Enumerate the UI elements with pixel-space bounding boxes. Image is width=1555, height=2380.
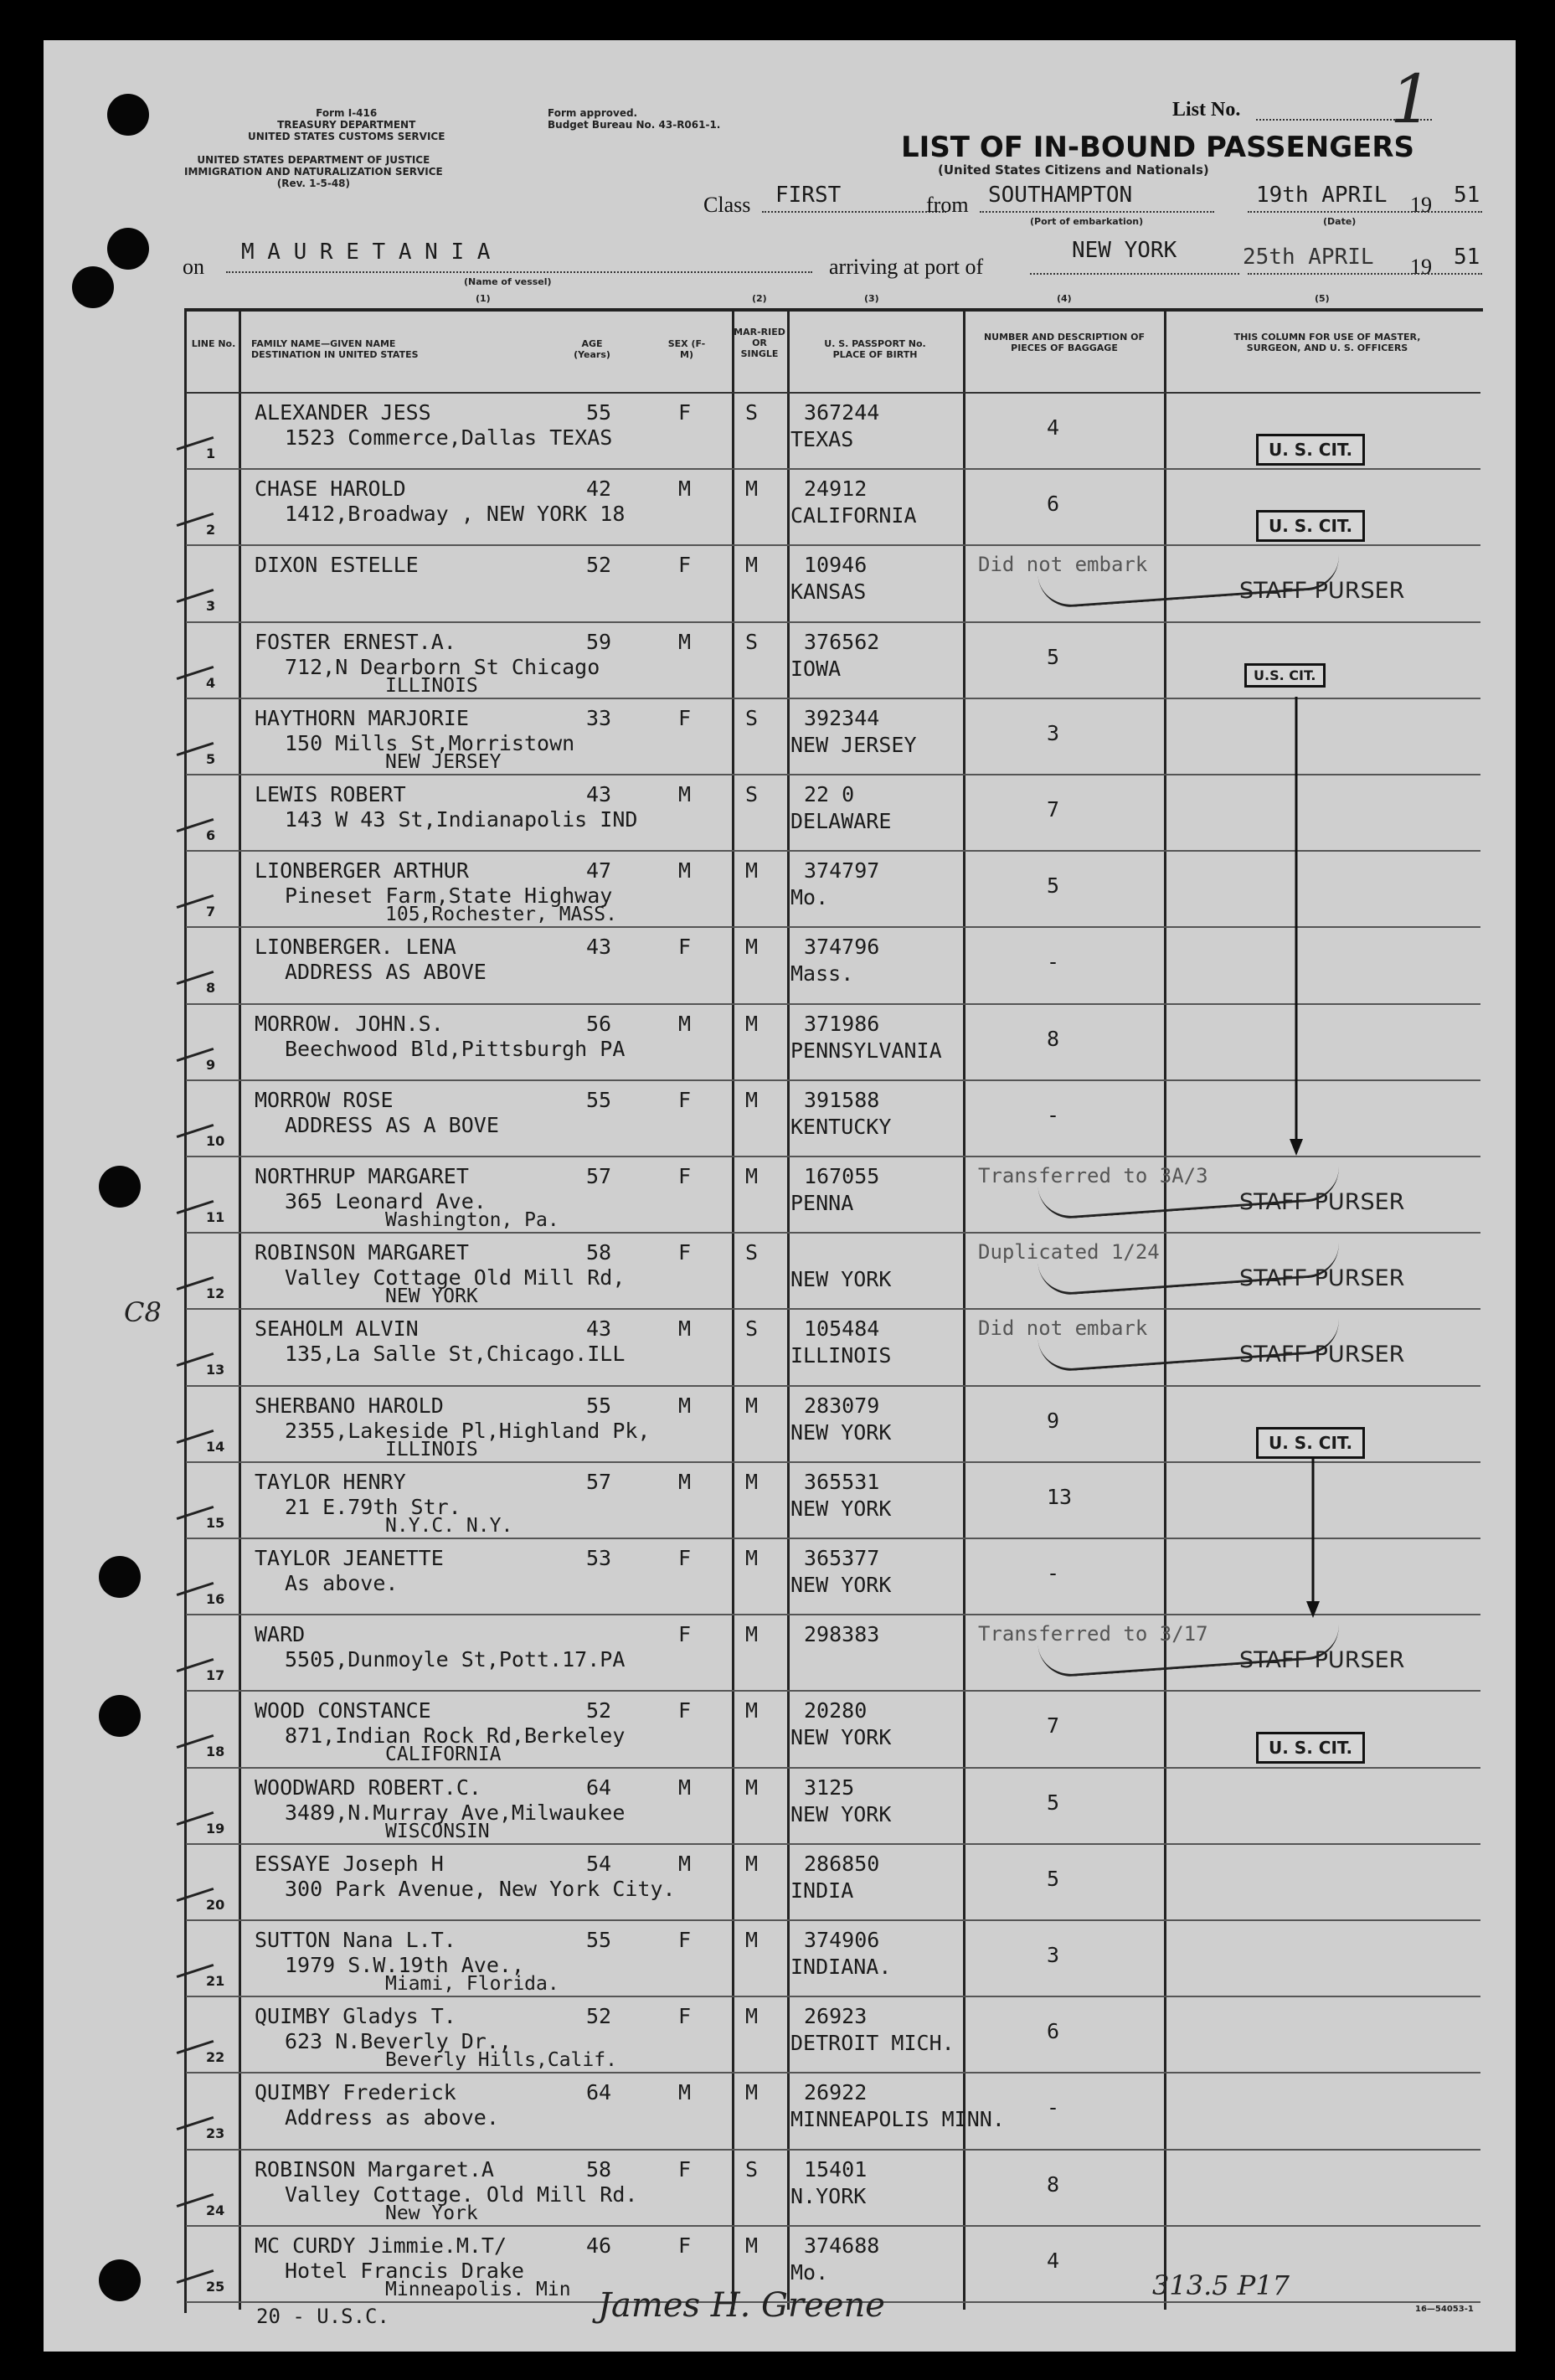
from-value: SOUTHAMPTON [988, 183, 1133, 208]
marital-status: M [745, 477, 759, 502]
baggage: Duplicated 1/24 [978, 1240, 1160, 1265]
place-of-birth: ILLINOIS [790, 1343, 892, 1368]
passport-number: 167055 [804, 1164, 880, 1188]
baggage: 6 [1047, 492, 1060, 517]
passport-number: 374688 [804, 2233, 880, 2258]
margin-note: C8 [124, 1296, 162, 1328]
baggage: Transferred to 3A/3 [978, 1164, 1208, 1187]
passenger-age: 56 [586, 1011, 612, 1036]
passenger-age: 64 [586, 1775, 612, 1800]
destination-address: Pineset Farm,State Highway [285, 883, 613, 909]
line-number: 11 [206, 1209, 225, 1225]
marital-status: M [745, 1622, 759, 1647]
passenger-sex: F [678, 2233, 692, 2258]
passenger-sex: M [678, 858, 692, 883]
passenger-age: 54 [586, 1851, 612, 1876]
line-number: 5 [206, 750, 216, 767]
passport-number: 374797 [804, 858, 880, 883]
destination-address: Valley Cottage Old Mill Rd, [285, 1265, 626, 1290]
col-header-line-no: LINE No. [191, 338, 236, 349]
line-number: 10 [206, 1132, 225, 1149]
line-number: 8 [206, 980, 216, 997]
baggage: 6 [1047, 2019, 1060, 2044]
line-number: 14 [206, 1438, 225, 1455]
line-number: 13 [206, 1362, 225, 1378]
passport-number: 392344 [804, 705, 880, 730]
line-number: 16 [206, 1591, 225, 1607]
passenger-age: 55 [586, 1393, 612, 1418]
baggage: 5 [1047, 873, 1060, 899]
passenger-name: FOSTER ERNEST.A. [255, 629, 456, 654]
passenger-age: 53 [586, 1546, 612, 1570]
passenger-age: 52 [586, 553, 612, 578]
place-of-birth: NEW YORK [790, 1801, 892, 1826]
baggage: 7 [1047, 1713, 1060, 1739]
place-of-birth: N.YORK [790, 2183, 867, 2208]
marital-status: M [745, 1698, 759, 1723]
passenger-name: MORROW ROSE [255, 1087, 394, 1112]
place-of-birth: INDIA [790, 1878, 854, 1903]
destination-address-2: Beverly Hills,Calif. [385, 2049, 617, 2072]
marital-status: M [745, 1928, 759, 1952]
destination-address-2: N.Y.C. N.Y. [385, 1514, 513, 1537]
place-of-birth: MINNEAPOLIS MINN. [790, 2107, 1005, 2132]
marital-status: S [745, 629, 759, 654]
place-of-birth: CALIFORNIA [790, 503, 917, 528]
list-no-value: 1 [1390, 60, 1433, 138]
marital-status: M [745, 1851, 759, 1876]
passenger-name: WARD [255, 1622, 306, 1647]
place-of-birth: PENNA [790, 1191, 854, 1215]
baggage: 5 [1047, 644, 1060, 669]
passenger-name: SEAHOLM ALVIN [255, 1316, 419, 1342]
marital-status: S [745, 400, 759, 425]
destination-address-2: New York [385, 2202, 478, 2224]
col-num-5: (5) [1315, 293, 1330, 304]
on-label: on [183, 255, 204, 279]
place-of-birth: NEW YORK [790, 1573, 892, 1597]
destination-address: ADDRESS AS ABOVE [285, 960, 487, 985]
passenger-name: SUTTON Nana L.T. [255, 1928, 456, 1952]
destination-address: 712,N Dearborn St Chicago [285, 654, 600, 679]
passenger-name: ROBINSON MARGARET [255, 1240, 469, 1265]
destination-address: 2355,Lakeside Pl,Highland Pk, [285, 1418, 651, 1443]
passenger-name: WOODWARD ROBERT.C. [255, 1775, 481, 1800]
passenger-sex: M [678, 1469, 692, 1494]
baggage: 4 [1047, 415, 1060, 440]
destination-address-2: ILLINOIS [385, 1438, 478, 1460]
footer-count: 20 - U.S.C. [256, 2305, 389, 2328]
place-of-birth: Mo. [790, 885, 829, 910]
passenger-age: 43 [586, 935, 612, 960]
line-number: 22 [206, 2049, 225, 2066]
destination-address: As above. [285, 1571, 399, 1595]
passport-number: 286850 [804, 1851, 880, 1876]
line-number: 9 [206, 1056, 216, 1073]
passport-number: 365377 [804, 1546, 880, 1570]
list-no-label: List No. [1172, 99, 1241, 121]
passenger-name: QUIMBY Gladys T. [255, 2004, 456, 2029]
col-num-4: (4) [1057, 293, 1072, 304]
from-label: from [926, 193, 969, 217]
passport-number: 374796 [804, 935, 880, 960]
date-caption: (Date) [1323, 216, 1357, 227]
destination-address-2: WISCONSIN [385, 1820, 490, 1842]
marital-status: M [745, 858, 759, 883]
passenger-sex: F [678, 1546, 692, 1570]
passenger-sex: M [678, 2080, 692, 2105]
departure-year: 51 [1454, 183, 1480, 208]
passenger-age: 33 [586, 705, 612, 730]
line-number: 25 [206, 2278, 225, 2295]
passenger-sex: F [678, 400, 692, 425]
destination-address-2: Minneapolis. Min [385, 2278, 571, 2300]
staff-purser-label: STAFF PURSER [1239, 1265, 1405, 1292]
form-id-block: Form I-416 TREASURY DEPARTMENT UNITED STATES CUSTOMS SERVICE [248, 107, 445, 142]
passenger-name: WOOD CONSTANCE [255, 1698, 431, 1723]
baggage: 5 [1047, 1790, 1060, 1815]
place-of-birth: IOWA [790, 656, 842, 681]
passenger-name: HAYTHORN MARJORIE [255, 705, 469, 730]
passport-number: 298383 [804, 1622, 880, 1647]
passenger-sex: F [678, 1164, 692, 1188]
destination-address-2: CALIFORNIA [385, 1744, 502, 1766]
marital-status: M [745, 935, 759, 960]
passenger-name: DIXON ESTELLE [255, 553, 419, 578]
line-number: 4 [206, 674, 216, 691]
passenger-sex: F [678, 1928, 692, 1952]
line-number: 3 [206, 598, 216, 615]
passenger-name: NORTHRUP MARGARET [255, 1164, 469, 1188]
marital-status: M [745, 2080, 759, 2105]
departure-date: 19th APRIL [1256, 183, 1388, 208]
passenger-name: TAYLOR JEANETTE [255, 1546, 444, 1570]
passenger-age: 57 [586, 1469, 612, 1494]
passenger-sex: F [678, 1622, 692, 1647]
passenger-name: LEWIS ROBERT [255, 782, 406, 806]
destination-address: 300 Park Avenue, New York City. [285, 1876, 676, 1901]
passport-number: 365531 [804, 1469, 880, 1494]
place-of-birth: DETROIT MICH. [790, 2031, 955, 2056]
col-num-2: (2) [752, 293, 767, 304]
passport-number: 24912 [804, 477, 868, 502]
destination-address-2: Miami, Florida. [385, 1973, 559, 1995]
baggage: - [1047, 1102, 1060, 1127]
form-approved-note: Form approved. Budget Bureau No. 43-R061-1. [548, 107, 721, 131]
line-number: 6 [206, 827, 216, 843]
marital-status: S [745, 1240, 759, 1265]
form-code: 16—54053-1 [1415, 2305, 1474, 2314]
page-title: LIST OF IN-BOUND PASSENGERS [901, 131, 1414, 164]
doj-block: UNITED STATES DEPARTMENT OF JUSTICE IMMIGRATION AND NATURALIZATION SERVICE (Rev. 1-5-48) [184, 154, 443, 189]
passenger-name: ESSAYE Joseph H [255, 1851, 444, 1876]
baggage: 8 [1047, 2171, 1060, 2197]
line-number: 18 [206, 1744, 225, 1760]
passport-number: 105484 [804, 1316, 880, 1342]
line-number: 2 [206, 522, 216, 538]
passenger-sex: M [678, 1851, 692, 1876]
passenger-name: SHERBANO HAROLD [255, 1393, 444, 1418]
embark-caption: (Port of embarkation) [1030, 216, 1144, 227]
passenger-age: 59 [586, 629, 612, 654]
passport-number: 283079 [804, 1393, 880, 1418]
passenger-sex: F [678, 1698, 692, 1723]
destination-address: Beechwood Bld,Pittsburgh PA [285, 1036, 626, 1061]
destination-address-2: NEW JERSEY [385, 750, 502, 773]
place-of-birth: NEW YORK [790, 1725, 892, 1750]
place-of-birth: TEXAS [790, 427, 854, 451]
destination-address: 623 N.Beverly Dr., [285, 2029, 512, 2054]
baggage: 13 [1047, 1484, 1073, 1509]
passport-number: 376562 [804, 629, 880, 654]
passenger-name: LIONBERGER. LENA [255, 935, 456, 960]
baggage: Did not embark [978, 553, 1148, 577]
footer-signature: James H. Greene [598, 2286, 885, 2325]
line-number: 7 [206, 904, 216, 920]
passport-number: 374906 [804, 1928, 880, 1952]
baggage: 7 [1047, 797, 1060, 822]
passport-number: 391588 [804, 1087, 880, 1112]
baggage: 8 [1047, 1026, 1060, 1051]
passenger-age: 46 [586, 2233, 612, 2258]
passenger-age: 55 [586, 400, 612, 425]
passenger-name: QUIMBY Frederick [255, 2080, 456, 2105]
line-number: 23 [206, 2125, 225, 2142]
passenger-age: 42 [586, 477, 612, 502]
passenger-sex: M [678, 1393, 692, 1418]
place-of-birth: Mass. [790, 961, 854, 987]
passenger-sex: F [678, 1087, 692, 1112]
place-of-birth: NEW YORK [790, 1496, 892, 1521]
passenger-sex: F [678, 935, 692, 960]
place-of-birth: Mo. [790, 2259, 829, 2285]
baggage: Did not embark [978, 1316, 1148, 1341]
staff-purser-label: STAFF PURSER [1239, 1342, 1405, 1368]
destination-address: 3489,N.Murray Ave,Milwaukee [285, 1800, 626, 1825]
passport-number: 20280 [804, 1698, 868, 1723]
destination-address: 143 W 43 St,Indianapolis IND [285, 807, 638, 832]
line-number: 19 [206, 1820, 225, 1837]
col-header-sex: SEX (F-M) [667, 338, 706, 360]
us-cit-stamp-icon: U. S. CIT. [1256, 1732, 1365, 1764]
passenger-age: 58 [586, 2156, 612, 2182]
passport-number: 371986 [804, 1011, 880, 1036]
destination-address: 135,La Salle St,Chicago.ILL [285, 1342, 626, 1367]
baggage: 5 [1047, 1866, 1060, 1891]
col-header-baggage: NUMBER AND DESCRIPTION OF PIECES OF BAGGAGE [983, 332, 1146, 353]
col-header-name: FAMILY NAME—GIVEN NAME DESTINATION IN UNITED STATES [251, 338, 419, 360]
destination-address: ADDRESS AS A BOVE [285, 1112, 499, 1137]
passenger-sex: M [678, 1011, 692, 1036]
passenger-sex: F [678, 553, 692, 578]
destination-address: 21 E.79th Str. [285, 1494, 461, 1519]
passenger-age: 58 [586, 1240, 612, 1265]
place-of-birth: KANSAS [790, 580, 867, 605]
line-number: 20 [206, 1896, 225, 1913]
destination-address: 1412,Broadway , NEW YORK 18 [285, 502, 626, 527]
passenger-age: 43 [586, 1316, 612, 1342]
passenger-age: 43 [586, 782, 612, 806]
baggage: 3 [1047, 1943, 1060, 1967]
arrival-port: NEW YORK [1072, 238, 1177, 263]
staff-purser-label: STAFF PURSER [1239, 1189, 1405, 1215]
passenger-name: ROBINSON Margaret.A [255, 2156, 494, 2182]
place-of-birth: DELAWARE [790, 809, 892, 833]
marital-status: M [745, 2233, 759, 2258]
destination-address: 1523 Commerce,Dallas TEXAS [285, 425, 613, 450]
marital-status: M [745, 2004, 759, 2029]
destination-address: Hotel Francis Drake [285, 2258, 524, 2283]
destination-address: Valley Cottage. Old Mill Rd. [285, 2182, 638, 2207]
place-of-birth: NEW YORK [790, 1267, 892, 1292]
place-of-birth: KENTUCKY [790, 1114, 892, 1139]
passport-number: 26923 [804, 2004, 868, 2029]
marital-status: S [745, 2156, 759, 2182]
arrival-date: 25th APRIL [1243, 245, 1374, 270]
marital-status: M [745, 1546, 759, 1570]
passenger-sex: F [678, 2004, 692, 2029]
passport-number: 367244 [804, 400, 880, 425]
passenger-sex: M [678, 629, 692, 654]
destination-address: 5505,Dunmoyle St,Pott.17.PA [285, 1647, 626, 1672]
passport-number: 22 0 [804, 782, 855, 806]
place-of-birth: INDIANA. [790, 1955, 892, 1979]
passenger-sex: M [678, 1316, 692, 1342]
line-number: 21 [206, 1973, 225, 1989]
place-of-birth: NEW JERSEY [790, 732, 917, 757]
marital-status: M [745, 1393, 759, 1418]
passport-number: 26922 [804, 2080, 868, 2105]
vessel-name: M A U R E T A N I A [241, 240, 491, 265]
passenger-age: 64 [586, 2080, 612, 2105]
us-cit-stamp-icon: U. S. CIT. [1256, 510, 1365, 542]
baggage: - [1047, 2095, 1060, 2120]
marital-status: M [745, 553, 759, 578]
us-cit-stamp-icon: U.S. CIT. [1244, 663, 1326, 688]
destination-address-2: Washington, Pa. [385, 1209, 559, 1231]
place-of-birth: NEW YORK [790, 1419, 892, 1445]
passenger-sex: M [678, 782, 692, 806]
arrow-head [1290, 1139, 1303, 1156]
passenger-name: MORROW. JOHN.S. [255, 1011, 444, 1036]
destination-address-2: ILLINOIS [385, 674, 478, 697]
passenger-sex: F [678, 1240, 692, 1265]
marital-status: S [745, 782, 759, 806]
destination-address: 1979 S.W.19th Ave., [285, 1953, 524, 1977]
staff-purser-label: STAFF PURSER [1239, 1647, 1405, 1674]
footer-right-note: 313.5 P17 [1152, 2269, 1290, 2301]
class-label: Class [703, 193, 751, 217]
passport-number: 10946 [804, 553, 868, 578]
arriving-label: arriving at port of [829, 255, 984, 279]
destination-address: Address as above. [285, 2105, 499, 2130]
place-of-birth: PENNSYLVANIA [790, 1038, 942, 1063]
baggage: - [1047, 1561, 1060, 1585]
passenger-name: MC CURDY Jimmie.M.T/ [255, 2233, 507, 2258]
destination-address: 871,Indian Rock Rd,Berkeley [285, 1723, 626, 1749]
col-header-officers: THIS COLUMN FOR USE OF MASTER, SURGEON, AND U. S. OFFICERS [1233, 332, 1421, 353]
page-subtitle: (United States Citizens and Nationals) [938, 162, 1209, 178]
passenger-sex: F [678, 705, 692, 730]
passenger-sex: M [678, 477, 692, 502]
destination-address: 365 Leonard Ave. [285, 1189, 487, 1213]
col-num-3: (3) [864, 293, 879, 304]
line-number: 15 [206, 1514, 225, 1531]
marital-status: M [745, 1775, 759, 1800]
passenger-name: CHASE HAROLD [255, 477, 406, 502]
passenger-name: LIONBERGER ARTHUR [255, 858, 469, 883]
passport-number: 15401 [804, 2156, 868, 2182]
passenger-name: TAYLOR HENRY [255, 1469, 406, 1494]
col-num-1: (1) [476, 293, 491, 304]
staff-purser-label: STAFF PURSER [1239, 578, 1405, 605]
passenger-age: 55 [586, 1087, 612, 1112]
passport-number: 3125 [804, 1775, 855, 1800]
passenger-age: 57 [586, 1164, 612, 1188]
us-cit-stamp-icon: U. S. CIT. [1256, 434, 1365, 466]
line-number: 24 [206, 2202, 225, 2218]
baggage: 4 [1047, 2248, 1060, 2273]
passenger-age: 52 [586, 2004, 612, 2029]
passenger-age: 55 [586, 1928, 612, 1952]
passenger-age: 52 [586, 1698, 612, 1723]
marital-status: M [745, 1011, 759, 1036]
marital-status: M [745, 1087, 759, 1112]
destination-address-2: 105,Rochester, MASS. [385, 904, 617, 926]
baggage: 3 [1047, 720, 1060, 745]
vessel-caption: (Name of vessel) [464, 276, 552, 287]
year-prefix-2: 19 [1410, 255, 1432, 279]
passenger-sex: M [678, 1775, 692, 1800]
line-number: 17 [206, 1667, 225, 1684]
marital-status: M [745, 1164, 759, 1188]
marital-status: S [745, 1316, 759, 1342]
baggage: - [1047, 950, 1060, 975]
arrival-year: 51 [1454, 245, 1480, 270]
passenger-name: ALEXANDER JESS [255, 400, 431, 425]
destination-address: 150 Mills St,Morristown [285, 730, 575, 755]
col-header-passport: U. S. PASSPORT No. PLACE OF BIRTH [824, 338, 926, 360]
col-header-age: AGE (Years) [574, 338, 610, 360]
passenger-age: 47 [586, 858, 612, 883]
marital-status: M [745, 1469, 759, 1494]
line-number: 1 [206, 446, 216, 461]
baggage: 9 [1047, 1408, 1060, 1433]
year-prefix-1: 19 [1410, 193, 1432, 217]
class-value: FIRST [775, 183, 842, 208]
us-cit-stamp-icon: U. S. CIT. [1256, 1427, 1365, 1459]
destination-address-2: NEW YORK [385, 1285, 478, 1308]
passenger-sex: F [678, 2156, 692, 2182]
baggage: Transferred to 3/17 [978, 1622, 1208, 1646]
line-number: 12 [206, 1285, 225, 1302]
marital-status: S [745, 705, 759, 730]
col-header-married: MAR-RIED OR SINGLE [734, 327, 785, 359]
